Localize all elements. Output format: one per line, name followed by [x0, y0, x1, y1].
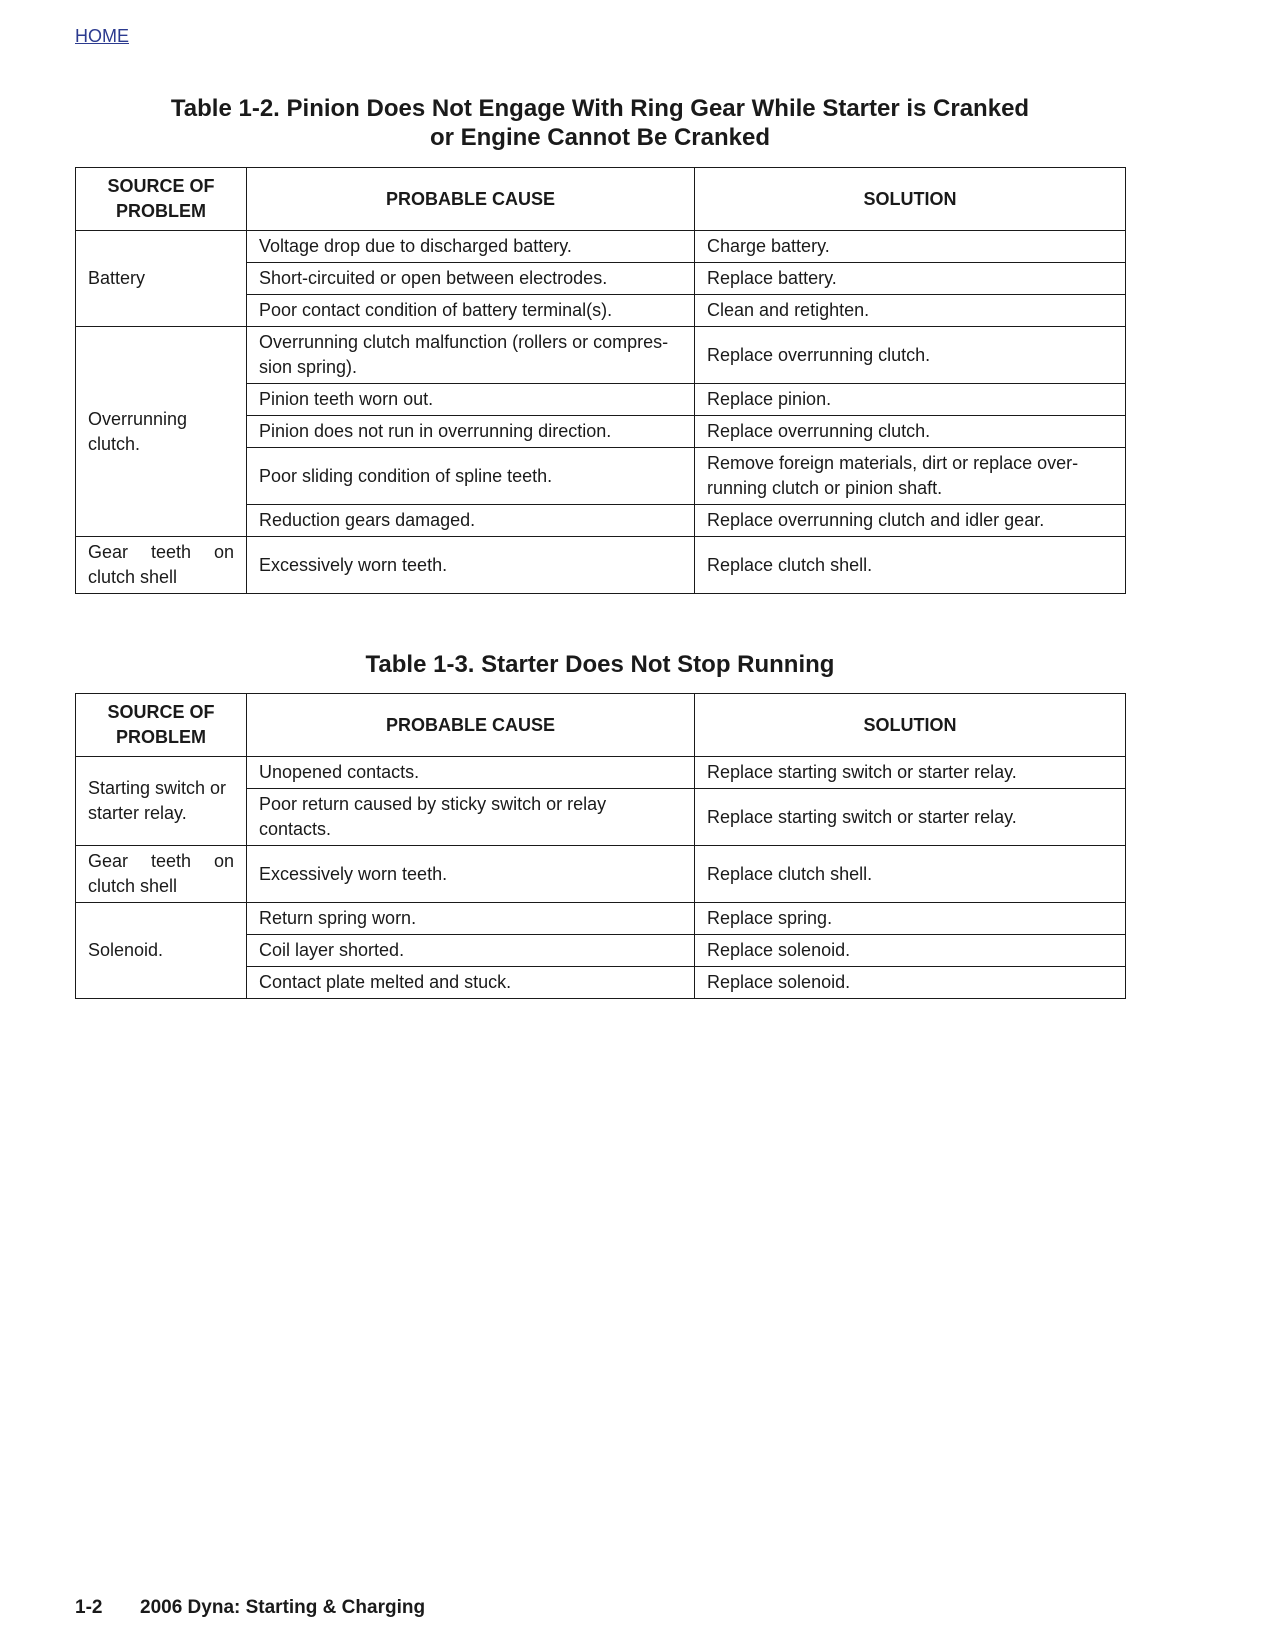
solution-cell: Replace solenoid. — [695, 967, 1126, 999]
header-solution: SOLUTION — [695, 694, 1126, 757]
header-probable-cause: PROBABLE CAUSE — [247, 168, 695, 231]
solution-cell: Remove foreign materials, dirt or replace over-running clutch or pinion shaft. — [695, 448, 1126, 505]
table-1-3 — [75, 693, 1126, 999]
source-cell: Gear teeth on clutch shell — [76, 537, 247, 594]
page-number: 1-2 — [75, 1597, 103, 1618]
cause-cell: Pinion does not run in overrunning direction. — [247, 416, 695, 448]
table-row — [76, 757, 1126, 789]
header-source-of-problem: SOURCE OF PROBLEM — [76, 694, 247, 757]
cause-cell: Poor contact condition of battery terminal(s). — [247, 295, 695, 327]
table-1-2-title-line1: Table 1-2. Pinion Does Not Engage With Ring Gear While Starter is Cranked — [170, 95, 1030, 122]
table-row — [76, 327, 1126, 384]
solution-cell: Replace overrunning clutch. — [695, 327, 1126, 384]
source-cell: Overrunning clutch. — [76, 327, 247, 537]
cause-cell: Coil layer shorted. — [247, 935, 695, 967]
table-1-2-title-line2: or Engine Cannot Be Cranked — [429, 124, 771, 151]
cause-cell: Reduction gears damaged. — [247, 505, 695, 537]
header-source-of-problem: SOURCE OF PROBLEM — [76, 168, 247, 231]
table-header-row — [76, 694, 1126, 757]
table-header-row — [76, 168, 1126, 231]
solution-cell: Replace solenoid. — [695, 935, 1126, 967]
solution-cell: Charge battery. — [695, 231, 1126, 263]
solution-cell: Replace pinion. — [695, 384, 1126, 416]
header-solution: SOLUTION — [695, 168, 1126, 231]
page-footer — [75, 1597, 425, 1619]
table-1-2-title — [75, 94, 1125, 152]
solution-cell: Clean and retighten. — [695, 295, 1126, 327]
solution-cell: Replace overrunning clutch. — [695, 416, 1126, 448]
cause-cell: Pinion teeth worn out. — [247, 384, 695, 416]
source-cell: Solenoid. — [76, 903, 247, 999]
table-row — [76, 846, 1126, 903]
home-link[interactable]: HOME — [75, 26, 129, 46]
cause-cell: Return spring worn. — [247, 903, 695, 935]
source-cell: Battery — [76, 231, 247, 327]
cause-cell: Unopened contacts. — [247, 757, 695, 789]
table-row — [76, 231, 1126, 263]
manual-title: 2006 Dyna: Starting & Charging — [140, 1597, 426, 1618]
cause-cell: Poor sliding condition of spline teeth. — [247, 448, 695, 505]
cause-cell: Short-circuited or open between electrodes. — [247, 263, 695, 295]
solution-cell: Replace clutch shell. — [695, 537, 1126, 594]
solution-cell: Replace battery. — [695, 263, 1126, 295]
source-cell: Gear teeth on clutch shell — [76, 846, 247, 903]
source-cell: Starting switch or starter relay. — [76, 757, 247, 846]
table-row — [76, 903, 1126, 935]
cause-cell: Overrunning clutch malfunction (rollers or compres-sion spring). — [247, 327, 695, 384]
cause-cell: Contact plate melted and stuck. — [247, 967, 695, 999]
solution-cell: Replace starting switch or starter relay. — [695, 757, 1126, 789]
cause-cell: Excessively worn teeth. — [247, 537, 695, 594]
solution-cell: Replace starting switch or starter relay. — [695, 789, 1126, 846]
cause-cell: Poor return caused by sticky switch or relay contacts. — [247, 789, 695, 846]
header-probable-cause: PROBABLE CAUSE — [247, 694, 695, 757]
solution-cell: Replace clutch shell. — [695, 846, 1126, 903]
table-row — [76, 537, 1126, 594]
solution-cell: Replace spring. — [695, 903, 1126, 935]
table-1-3-title: Table 1-3. Starter Does Not Stop Running — [365, 651, 835, 678]
cause-cell: Excessively worn teeth. — [247, 846, 695, 903]
cause-cell: Voltage drop due to discharged battery. — [247, 231, 695, 263]
table-1-2 — [75, 167, 1126, 594]
solution-cell: Replace overrunning clutch and idler gear. — [695, 505, 1126, 537]
